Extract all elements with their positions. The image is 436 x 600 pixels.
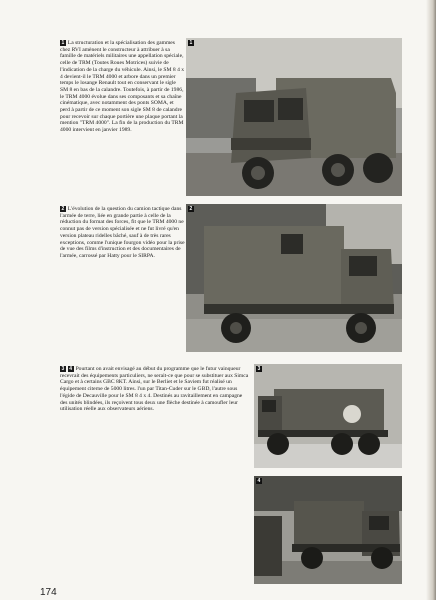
photo-4-label: 4: [257, 478, 261, 484]
caption-block-3-4: [60, 366, 250, 413]
photo-3-image: [254, 364, 402, 468]
binding-edge: [426, 0, 436, 600]
photo-2-image: [186, 204, 402, 352]
photo-3-label: 3: [257, 366, 261, 372]
photo-3: [254, 364, 402, 468]
photo-4-image: [254, 476, 402, 584]
caption-block-2: [60, 206, 185, 260]
caption-text-1: La structuration et la spécialisation des gammes chez RVI amènent le constructeur à attribuer à sa famille de matériels militaires une appellation spéciale, celle de TRM (Toutes Roues Motrices) suivie de l'indication de la charge du véhicule. Ainsi, le SM 8 4 x 4 devient-il le TRM 4000 et arbore dans un premier temps le losange Renault tout en conservant le sigle SM 8 en bas de la calandre. Toutefois, à partir de 1986, le TRM 4000 évolue dans ses composants et sa chaîne cinématique, avec notamment des ponts SOMA, et perd à partir de ce moment son sigle SM 8 de calandre pour recevoir sur chaque portière une plaque portant la mention "TRM 4000". La fin de la production du TRM 4000 intervient en janvier 1989.: [60, 40, 185, 134]
photo-1-label: 1: [189, 40, 193, 46]
page-number: 174: [40, 587, 57, 598]
caption-block-1: [60, 40, 185, 134]
photo-2: [186, 204, 402, 352]
caption-marker-4: 4: [69, 366, 73, 372]
photo-1: [186, 38, 402, 196]
photo-2-label: 2: [189, 206, 193, 212]
caption-marker-2: 2: [61, 206, 65, 212]
caption-marker-1: 1: [61, 40, 65, 46]
caption-text-3-4: Pourtant on avait envisagé au début du programme que le futur vainqueur recevrait des équipements particuliers, ne serait-ce que pour se substituer aux Simca Cargo et à certains GBC 8KT. Ainsi, sur le Berliet et le Saviem fut réalisé un équipement citerne de 5000 litres. l'un par Titan-Cuder sur le GBD, l'autre sous l'égide de Decauville pour le SM 8 4 x 4. Destinés au ravitaillement en campagne des unités blindées, ils reçoivent tous deux une flèche destinée à camoufler leur utilisation réelle aux observateurs aériens.: [60, 366, 249, 413]
caption-marker-3: 3: [61, 366, 65, 372]
caption-text-2: L'évolution de la question du camion tactique dans l'armée de terre, liée en grande partie à celle de la réduction du format des forces, fit que le TRM 4000 ne connut pas de version spécialisée et ne fut livré qu'en version plateau ridelles bâché, sauf à de très rares exceptions, comme l'unique fourgon vidéo pour la prise de vue des films d'instruction et des documentaires de l'armée, carrossé par Hatty pour le SIRPA.: [60, 206, 185, 259]
photo-1-image: [186, 38, 402, 196]
photo-4: [254, 476, 402, 584]
